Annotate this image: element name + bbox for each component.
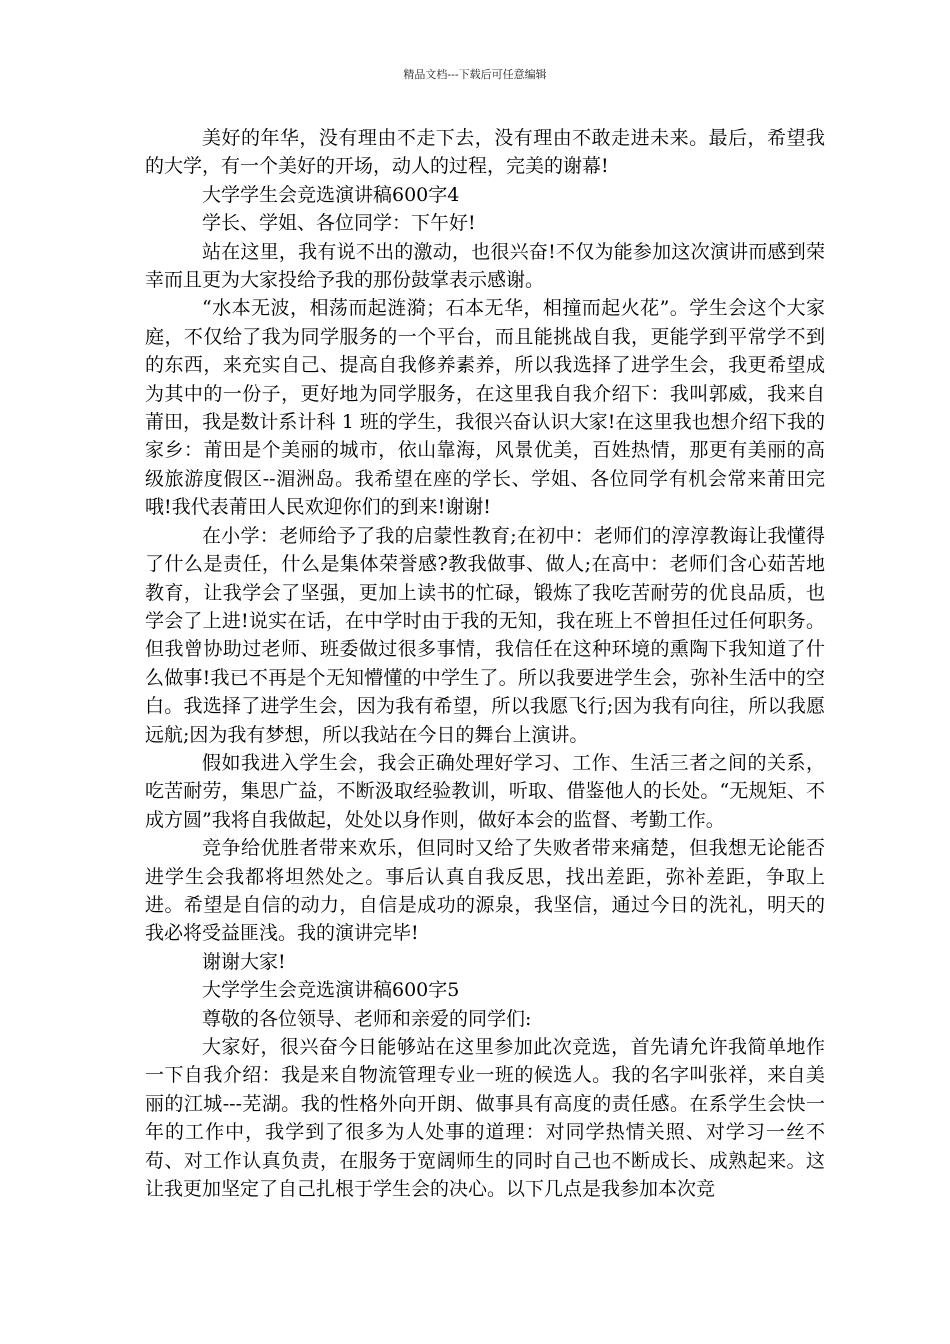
greeting: 学长、学姐、各位同学：下午好! bbox=[202, 212, 476, 235]
paragraph: 大家好，很兴奋今日能够站在这里参加此次竞选，首先请允许我简单地作一下自我介绍：我是来自物流管理专业一班的候选人。我的名字叫张祥，来自美丽的江城---芜湖。我的性格外向开朗、做事具有高度的责任感。在系学生会快一年的工作中，我学到了很多为人处事的道理：对同学热情关照、对学习一丝不苟、对工作认真负责，在服务于宽阔师生的同时自己也不断成长、成熟起来。这让我更加坚定了自己扎根于学生会的决心。以下几点是我参加本次竞 bbox=[145, 1036, 825, 1201]
document-body bbox=[145, 124, 825, 1203]
paragraph: 在小学：老师给予了我的启蒙性教育;在初中：老师们的淳淳教诲让我懂得了什么是责任，什么是集体荣誉感?教我做事、做人;在高中：老师们含心茹苦地教育，让我学会了坚强，更加上读书的忙碌，锻炼了我吃苦耐劳的优良品质，也学会了上进!说实在话，在中学时由于我的无知，我在班上不曾担任过任何职务。但我曾协助过老师、班委做过很多事情，我信任在这种环境的熏陶下我知道了什么做事!我已不再是个无知懵懂的中学生了。所以我要进学生会，弥补生活中的空白。我选择了进学生会，因为我有希望，所以我愿飞行;因为我有向往，所以我愿远航;因为我有梦想，所以我站在今日的舞台上演讲。 bbox=[145, 524, 825, 746]
closing: 谢谢大家! bbox=[202, 950, 286, 973]
greeting: 尊敬的各位领导、老师和亲爱的同学们: bbox=[202, 1007, 532, 1030]
section-title: 大学学生会竞选演讲稿600字5 bbox=[202, 979, 460, 1002]
paragraph: “水本无波，相荡而起涟漪；石本无华，相撞而起火花”。学生会这个大家庭，不仅给了我为同学服务的一个平台，而且能挑战自我，更能学到平常学不到的东西，来充实自己、提高自我修养素养，所以我选择了进学生会，我更希望成为其中的一份子，更好地为同学服务，在这里我自我介绍下：我叫郭威，我来自莆田，我是数计系计科 1 班的学生，我很兴奋认识大家!在这里我也想介绍下我的家乡：莆田是个美丽的城市，依山靠海，风景优美，百姓热情，那更有美丽的高级旅游度假区--湄洲岛。我希望在座的学长、学姐、各位同学有机会常来莆田完哦!我代表莆田人民欢迎你们的到来!谢谢! bbox=[145, 297, 825, 519]
paragraph: 美好的年华，没有理由不走下去，没有理由不敢走进未来。最后，希望我的大学，有一个美好的开场，动人的过程，完美的谢幕! bbox=[145, 127, 825, 178]
section-title: 大学学生会竞选演讲稿600字4 bbox=[202, 183, 460, 206]
paragraph: 竞争给优胜者带来欢乐，但同时又给了失败者带来痛楚，但我想无论能否进学生会我都将坦然处之。事后认真自我反思，找出差距，弥补差距，争取上进。希望是自信的动力，自信是成功的源泉，我坚信，通过今日的洗礼，明天的我必将受益匪浅。我的演讲完毕! bbox=[145, 837, 825, 945]
page-header: 精品文档---下载后可任意编辑 bbox=[403, 68, 547, 81]
paragraph: 假如我进入学生会，我会正确处理好学习、工作、生活三者之间的关系，吃苦耐劳，集思广益，不断汲取经验教训，听取、借鉴他人的长处。“无规矩、不成方圆”我将自我做起，处处以身作则，做好本会的监督、考勤工作。 bbox=[145, 751, 825, 831]
paragraph: 站在这里，我有说不出的激动，也很兴奋!不仅为能参加这次演讲而感到荣幸而且更为大家投给予我的那份鼓掌表示感谢。 bbox=[145, 240, 825, 292]
